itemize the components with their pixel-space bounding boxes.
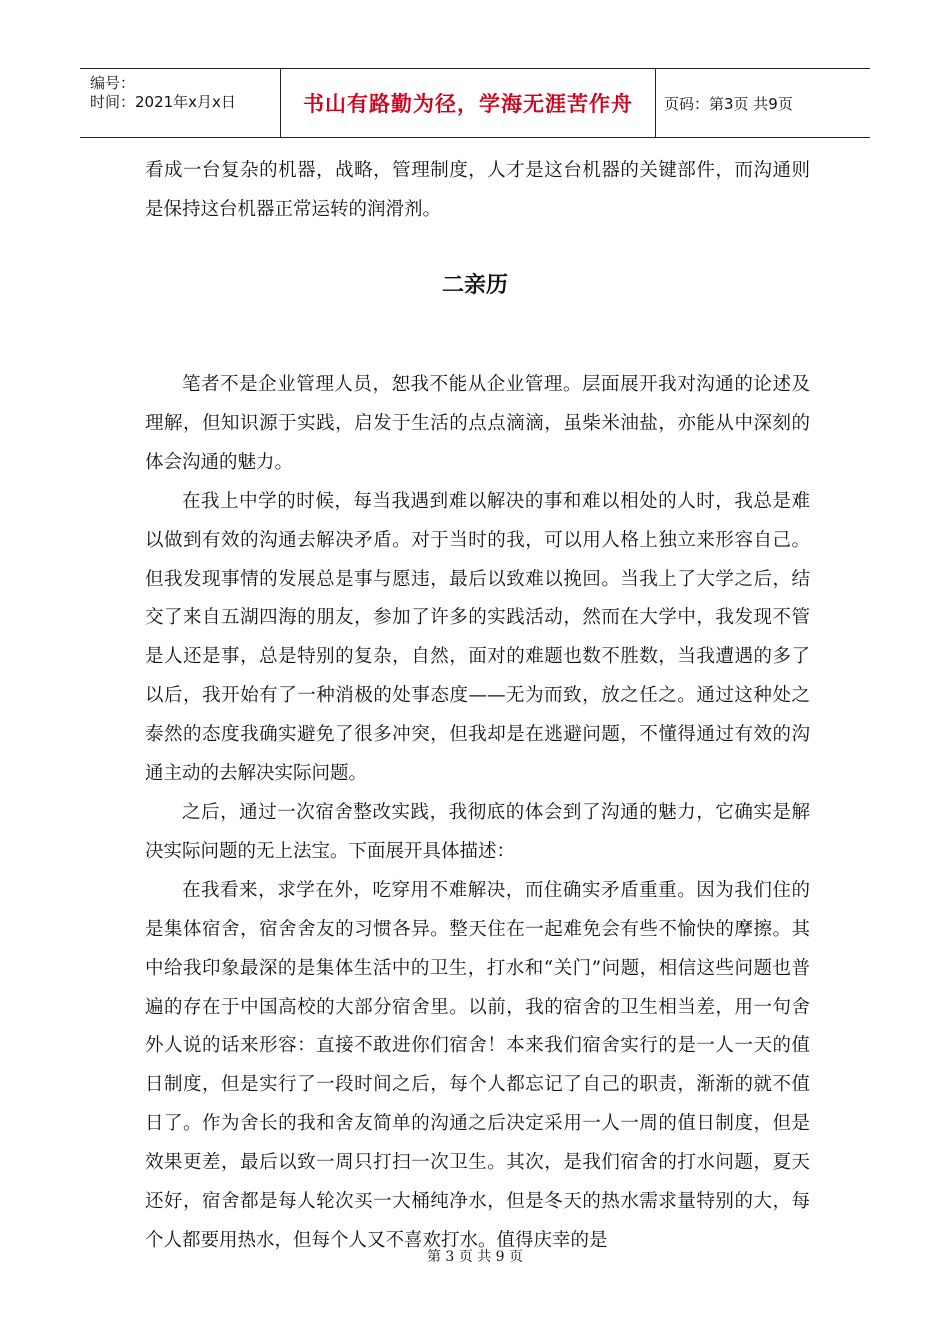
- body-text-top: [145, 152, 810, 230]
- header-page-info: 页码：第3页 共9页: [664, 94, 793, 113]
- paragraph: 之后，通过一次宿舍整改实践，我彻底的体会到了沟通的魅力，它确实是解决实际问题的无上法宝。下面展开具体描述：: [145, 801, 810, 862]
- header-motto: 书山有路勤为径，学海无涯苦作舟: [281, 69, 656, 137]
- serial-label: 编号：: [90, 74, 136, 92]
- section-title: 二亲历: [441, 273, 508, 298]
- date-label: 时间：2021年x月x日: [90, 93, 236, 111]
- paragraph: 在我看来，求学在外，吃穿用不难解决，而住确实矛盾重重。因为我们住的是集体宿舍，宿舍舍友的习惯各异。整天住在一起难免会有些不愉快的摩擦。其中给我印象最深的是集体生活中的卫生，打水和“关门”问题，相信这些问题也普遍的存在于中国高校的大部分宿舍里。以前，我的宿舍的卫生相当差，用一句舍外人说的话来形容：直接不敢进你们宿舍！本来我们宿舍实行的是一人一天的值日制度，但是实行了一段时间之后，每个人都忘记了自己的职责，渐渐的就不值日了。作为舍长的我和舍友简单的沟通之后决定采用一人一周的值日制度，但是效果更差，最后以致一周只打扫一次卫生。其次，是我们宿舍的打水问题，夏天还好，宿舍都是每人轮次买一大桶纯净水，但是冬天的热水需求量特别的大，每个人都要用热水，但每个人又不喜欢打水。值得庆幸的是: [145, 879, 810, 1251]
- body-text: [145, 366, 810, 1261]
- header-meta: [80, 69, 281, 137]
- page-footer: 第 3 页 共 9 页: [426, 1249, 524, 1265]
- continued-paragraph: 看成一台复杂的机器，战略，管理制度，人才是这台机器的关键部件，而沟通则是保持这台机器正常运转的润滑剂。: [145, 160, 810, 220]
- paragraph: 笔者不是企业管理人员，恕我不能从企业管理。层面展开我对沟通的论述及理解，但知识源于实践，启发于生活的点点滴滴，虽柴米油盐，亦能从中深刻的体会沟通的魅力。: [145, 374, 810, 473]
- page-header: [80, 68, 870, 138]
- paragraph: 在我上中学的时候，每当我遇到难以解决的事和难以相处的人时，我总是难以做到有效的沟通去解决矛盾。对于当时的我，可以用人格上独立来形容自己。但我发现事情的发展总是事与愿违，最后以致难以挽回。当我上了大学之后，结交了来自五湖四海的朋友，参加了许多的实践活动，然而在大学中，我发现不管是人还是事，总是特别的复杂，自然，面对的难题也数不胜数，当我遭遇的多了以后，我开始有了一种消极的处事态度——无为而致，放之任之。通过这种处之泰然的态度我确实避免了很多冲突，但我却是在逃避问题，不懂得通过有效的沟通主动的去解决实际问题。: [145, 490, 810, 785]
